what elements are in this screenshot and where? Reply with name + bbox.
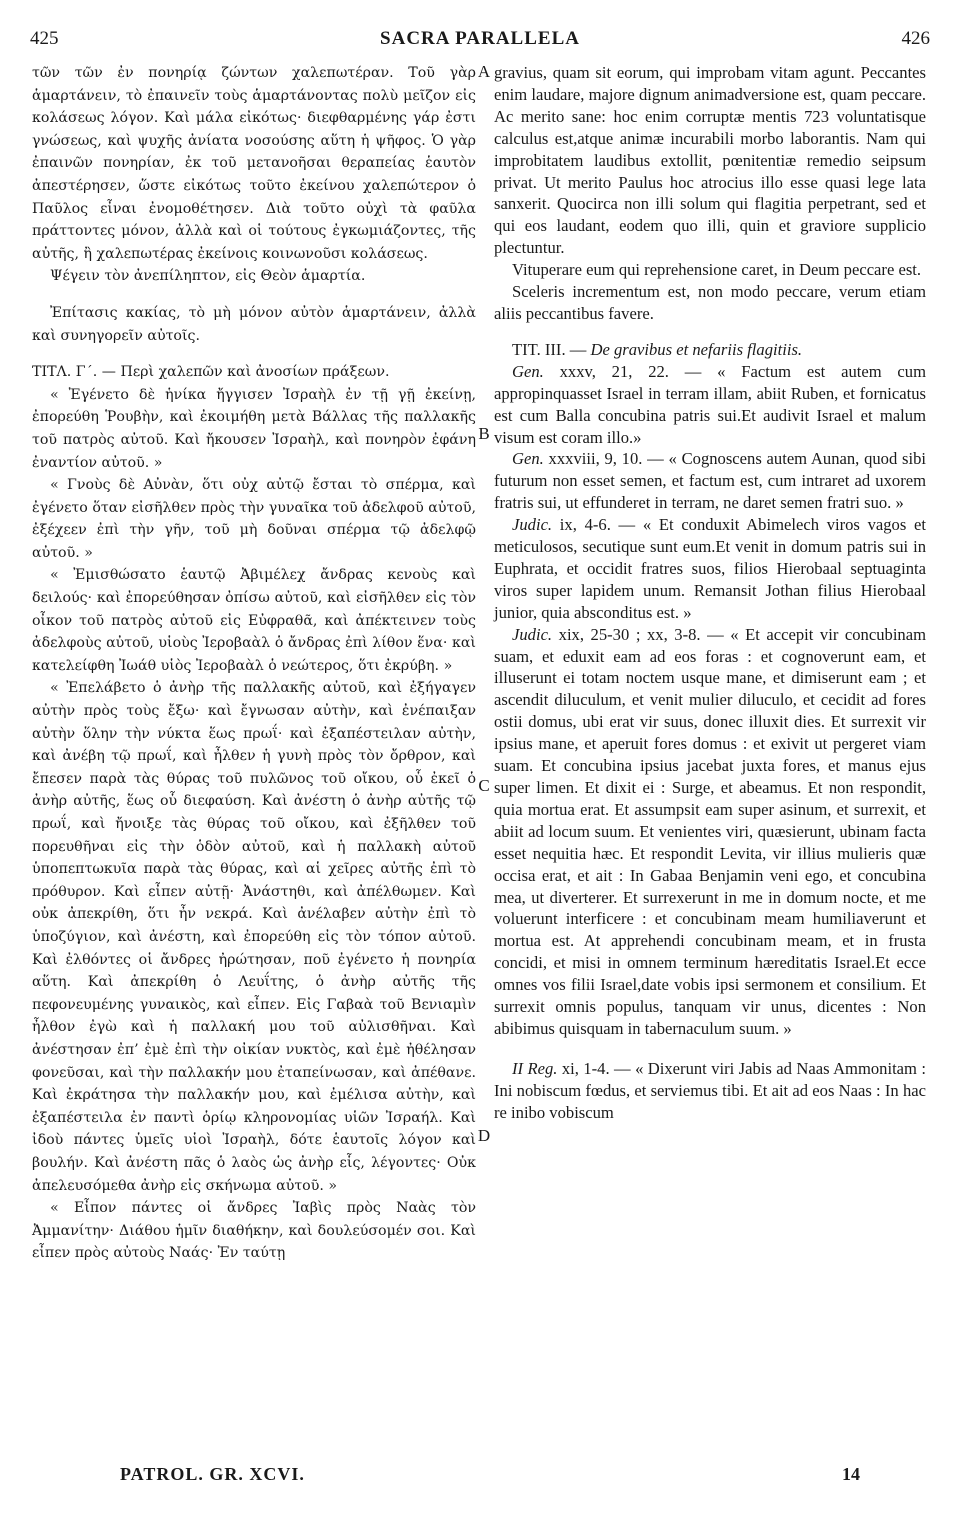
latin-paragraph <box>494 361 926 449</box>
citation-ref: Judic. <box>512 624 553 644</box>
citation-ref: Judic. <box>512 515 553 535</box>
latin-paragraph <box>494 624 926 1040</box>
citation-ref: Gen. <box>512 449 544 469</box>
footer-signature: 14 <box>842 1464 860 1484</box>
latin-paragraph <box>494 1058 926 1124</box>
latin-paragraph <box>494 514 926 624</box>
margin-letter-a: A <box>477 62 491 81</box>
greek-section-title: ΤΙΤΛ. Γ΄. — Περὶ χαλεπῶν καὶ ἀνοσίων πράξεων. <box>32 364 390 381</box>
greek-paragraph: « Ἐμισθώσατο ἑαυτῷ Ἀβιμέλεχ ἄνδρας κενοὺς καὶ δειλούς· καὶ ἐπορεύθησαν ὀπίσω αὐτοῦ, καὶ εἰσῆλθεν εἰς τὸν οἶκον τοῦ πατρὸς αὐτοῦ εἰς Εὐφραθᾶ, καὶ ἀπέκτεινεν τοὺς ἀδελφοὺς αὐτοῦ, υἱοὺς Ἰεροβαὰλ ὁ ἄνδρας ἐπὶ λίθον ἕνα· καὶ κατελείφθη Ἰωάθ υἱὸς Ἰεροβαὰλ ὁ νεώτερος, ὅτι ἐκρύβη. » <box>32 567 476 674</box>
greek-paragraph: « Ἐγένετο δὲ ἡνίκα ἤγγισεν Ἰσραὴλ ἐν τῇ γῇ ἐκείνῃ, ἐπορεύθη Ῥουβὴν, καὶ ἐκοιμήθη μετὰ Βάλλας τῆς παλλακῆς τοῦ πατρὸς αὐτοῦ. Καὶ ἤκουσεν Ἰσραὴλ, καὶ πονηρὸν ἐφάνη ἐναντίον αὐτοῦ. » <box>32 386 476 471</box>
latin-paragraph <box>494 448 926 514</box>
latin-section-title <box>494 339 926 361</box>
running-title: SACRA PARALLELA <box>380 28 580 49</box>
latin-title-italic: De gravibus et nefariis flagitiis. <box>590 339 803 359</box>
page-number-left: 425 <box>30 28 59 49</box>
latin-paragraph: Vituperare eum qui reprehensione caret, in Deum peccare est. <box>512 260 922 280</box>
latin-paragraph: Sceleris incrementum est, non modo peccare, verum etiam aliis peccantibus favere. <box>494 282 926 323</box>
greek-paragraph: « Εἶπον πάντες οἱ ἄνδρες Ἰαβὶς πρὸς Ναὰς τὸν Ἀμμανίτην· Διάθου ἡμῖν διαθήκην, καὶ δουλεύσομέν σοι. Καὶ εἶπεν πρὸς αὐτοὺς Ναάς· Ἐν ταύτῃ <box>32 1200 476 1262</box>
citation-ref: Gen. <box>512 361 544 381</box>
greek-paragraph: « Γνοὺς δὲ Αὐνὰν, ὅτι οὐχ αὐτῷ ἔσται τὸ σπέρμα, καὶ ἐγένετο ὅταν εἰσῆλθεν πρὸς τὴν γυναῖκα τοῦ ἀδελφοῦ αὐτοῦ, ἐξέχεεν ἐπὶ τὴν γῆν, τοῦ μὴ δοῦναι σπέρμα τῷ ἀδελφῷ αὐτοῦ. » <box>32 477 476 561</box>
latin-title-prefix: TIT. III. — <box>512 339 591 359</box>
page-number-right: 426 <box>901 28 930 49</box>
latin-text: xi, 1-4. — « Dixerunt viri Jabis ad Naas Ammonitam : Ini nobiscum fœdus, et serviemus tibi. Et ait ad eos Naas : In hac re inibo vobiscum <box>494 1058 926 1122</box>
greek-paragraph: « Ἐπελάβετο ὁ ἀνὴρ τῆς παλλακῆς αὐτοῦ, καὶ ἐξήγαγεν αὐτὴν πρὸς τοὺς ἔξω· καὶ ἔγνωσαν αὐτὴν, καὶ ἐνέπαιξαν αὐτὴν ὅλην τὴν νύκτα ἕως πρωΐ· καὶ ἐξαπέστειλαν αὐτὴν, καὶ ἀνέβη τῷ πρωΐ, καὶ ἦλθεν ἡ γυνὴ πρὸς τὸν ὄρθρον, καὶ ἔπεσεν παρὰ τὰς θύρας τοῦ πυλῶνος τοῦ οἴκου, οὗ ἐκεῖ ὁ ἀνὴρ αὐτῆς, ἕως οὗ διεφαύση. Καὶ ἀνέστη ὁ ἀνὴρ αὐτῆς τῷ πρωΐ, καὶ ἤνοιξε τὰς θύρας τοῦ οἴκου, καὶ ἐξῆλθεν τοῦ πορευθῆναι εἰς τὴν ὁδὸν αὐτοῦ, καὶ ἡ παλλακὴ αὐτοῦ ὑποπεπτωκυῖα παρὰ τὰς θύρας, καὶ αἱ χεῖρες αὐτῆς ἐπὶ τὸ πρόθυρον. Καὶ εἶπεν αὐτῇ· Ἀνάστηθι, καὶ ἀπέλθωμεν. Καὶ οὐκ ἀπεκρίθη, ὅτι ἦν νεκρά. Καὶ ἀνέλαβεν αὐτὴν ἐπὶ τὸ ὑποζύγιον, καὶ ἀνέστη, καὶ ἐπορεύθη εἰς τὸν τόπον αὐτοῦ. Καὶ ἐλθόντες οἱ ἄνδρες ἠρώτησαν, ποῦ ἐγένετο ἡ πονηρία αὕτη. Καὶ ἀπεκρίθη ὁ Λευΐτης, ὁ ἀνὴρ αὐτῆς τῆς πεφονευμένης γυναικὸς, καὶ εἶπεν. Εἰς Γαβαὰ τοῦ Βενιαμὶν ἦλθον ἐγὼ καὶ ἡ παλλακή μου τοῦ αὐλισθῆναι. Καὶ ἀνέστησαν ἐπ’ ἐμὲ ἐπὶ τὴν οἰκίαν νυκτὸς, καὶ ἐμὲ ἠθέλησαν φονεῦσαι, καὶ τὴν παλλακήν μου ἐταπείνωσαν, καὶ ἀπέθανε. Καὶ ἐκράτησα τὴν παλλακήν μου, καὶ ἐμέλισα αὐτὴν, καὶ ἐξαπέστειλα ἐν παντὶ ὁρίῳ κληρονομίας υἱῶν Ἰσραήλ. Καὶ ἰδοὺ πάντες ὑμεῖς υἱοὶ Ἰσραὴλ, δότε ἑαυτοῖς λόγον καὶ βουλήν. Καὶ ἀνέστη πᾶς ὁ λαὸς ὡς ἀνὴρ εἷς, λέγοντες· Οὐκ ἀπελευσόμεθα ἀνὴρ εἰς σκήνωμα αὐτοῦ. » <box>32 680 476 1194</box>
latin-text: ix, 4-6. — « Et conduxit Abimelech viros vagos et meticulosos, secutique sunt eum.Et venit in domum patris sui in Euphrata, et occidit fratres suos, filios Hierobaal septuaginta viros super lapidem unum. Remansit Jothan filius Hierobaal junior, quia absconditus est. » <box>494 515 926 622</box>
latin-text: xix, 25-30 ; xx, 3-8. — « Et accepit vir concubinam suam, et eduxit eam ad eos foras : et cognoverunt eam, et illuserunt ei totam noctem usque mane, et dimiserunt eam ; et ascendit diluculum, et venit mulier diluculo, et cecidit ad fores ostii domus, ubi erat vir suus, donec illuxit dies. Et surrexit vir ipsius mane, et aperuit fores domus : et exivit ut pergeret viam suam. Et concubina ipsius jacebat juxta fores, et manus ejus super limen. Et dixit ei : Surge, et abeamus. Et non respondit, quia mortua erat. Et assumpsit eam super asinum, et surrexit, et abiit ad locum suum. Et venientes viri, quæsierunt, ubinam facta esset nequitia hæc. Et respondit Levita, vir illius mulieris quæ occisa erat, et ait : In Gabaa Benjamin veni ego, et concubina mea, ut diverterer. Et surrexerunt in me in domum nocte, et me voluerunt interficere : et concubinam meam humiliaverunt et mortua est. At apprehendi concubinam meam, et in frusta concidi, et misi in omnem terminum hæreditatis Israel.Et ecce omnes vos filii Israel,date vobis ipsi sermonem et consilium. Et surrexit omnis populus, tanquam vir unus, dicentes : Non abibimus quisquam in tabernaculum suum. » <box>494 624 926 1038</box>
citation-ref: II Reg. <box>512 1058 558 1078</box>
greek-paragraph: τῶν τῶν ἐν πονηρίᾳ ζώντων χαλεπωτέραν. Τοῦ γὰρ ἁμαρτάνειν, τὸ ἐπαινεῖν τοὺς ἁμαρτάνοντας πολὺ μεῖζον εἰς κολάσεως λόγον. Καὶ μάλα εἰκότως· διεφθαρμένης γάρ ἐστι γνώσεως, καὶ ψυχῆς ἀνίατα νοσούσης αὕτη ἡ ψῆφος. Ὁ γὰρ ἐπαινῶν πονηρίαν, ἐκ τοῦ μετανοῆσαι θεραπείας ἑαυτὸν ἀπεστέρησεν, ὥστε εἰκότως τοῦτο ἐκείνου χαλεπώτερον ὁ Παῦλος εἶναι ἐνομοθέτησεν. Διὰ τοῦτο οὐχὶ τὰ φαῦλα πράττοντες μόνον, ἀλλὰ καὶ οἱ τούτους ἐγκωμιάζοντες, τῆς αὐτῆς, ἢ χαλεπωτέρας ἐκείνοις κοινωνοῦσι κολάσεως. <box>32 65 476 262</box>
margin-letter-d: D <box>477 1126 491 1145</box>
latin-text: xxxviii, 9, 10. — « Cognoscens autem Aunan, quod sibi futurum non esset semen, et factum est, cum intraret ad uxorem fratris sui, ut effunderet in terram, ne daret semen fratri suo. » <box>494 449 926 513</box>
latin-text: xxxv, 21, 22. — « Factum est autem cum appropinquasset Israel in terram illam, abiit Ruben, et fornicatus est cum Balla concubina patris sui.Et audivit Israel et malum visum est coram illo.» <box>494 361 926 447</box>
latin-paragraph: gravius, quam sit eorum, qui improbam vitam agunt. Peccantes enim laudare, majore dignum animadversione est, quam peccare. Ac merito sane: hoc enim corruptæ mentis 723 voluntatisque calculus est,atque animæ incurabili morbo laborantis. Nam qui improbitatem laudibus extollit, pœnitentiæ remedio seipsum privat. Ut merito Paulus hoc atrocius illo esse quasi lege lata sanxerit. Quocirca non illi solum qui flagitia perpetrant, sed et qui eos laudant, eodem quo illi, quin et graviore supplicio plectuntur. <box>494 63 926 258</box>
margin-letter-c: C <box>478 776 490 795</box>
greek-paragraph: Ψέγειν τὸν ἀνεπίληπτον, εἰς Θεὸν ἁμαρτία. <box>50 268 366 285</box>
footer-volume: PATROL. GR. XCVI. <box>120 1464 305 1484</box>
greek-paragraph: Ἐπίτασις κακίας, τὸ μὴ μόνον αὐτὸν ἁμαρτάνειν, ἀλλὰ καὶ συνηγορεῖν αὐτοῖς. <box>32 304 476 344</box>
running-head <box>30 28 930 54</box>
greek-column <box>32 62 476 1265</box>
margin-letter-b: B <box>478 424 490 443</box>
latin-column <box>494 62 926 1124</box>
